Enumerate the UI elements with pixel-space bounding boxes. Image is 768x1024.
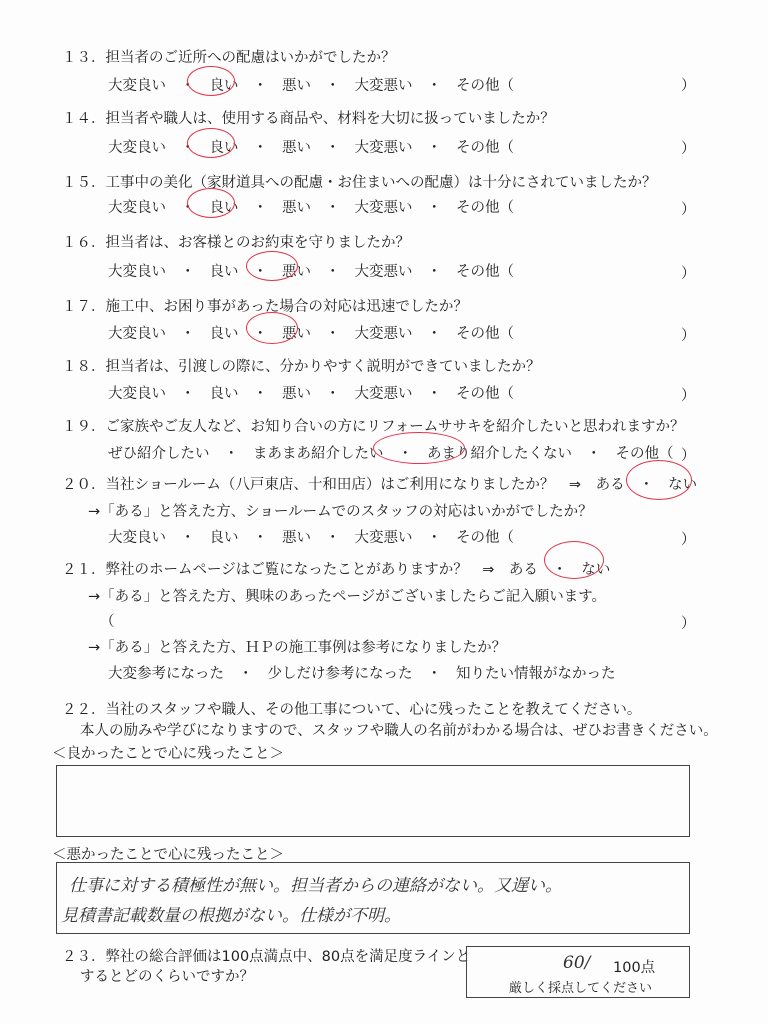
q19-close-paren: ） bbox=[681, 448, 696, 464]
q18-options[interactable]: 大変良い ・ 良い ・ 悪い ・ 大変悪い ・ その他（ bbox=[108, 386, 514, 402]
q17-selection-mark bbox=[246, 312, 298, 344]
q21-subquestion-1: →「ある」と答えた方、興味のあったページがございましたらご記入願います。 bbox=[88, 589, 607, 605]
q13-options[interactable]: 大変良い ・ 良い ・ 悪い ・ 大変悪い ・ その他（ bbox=[108, 78, 514, 94]
q15-text: １５．工事中の美化（家財道具への配慮・お住まいへの配慮）は十分にされていましたか？ bbox=[62, 175, 657, 191]
q16-close-paren: ） bbox=[681, 266, 696, 282]
q22-text-2: 本人の励みや学びになりますので、スタッフや職人の名前がわかる場合は、ぜひお書きください。 bbox=[80, 723, 718, 739]
score-total: 100点 bbox=[613, 960, 656, 976]
q23-text-1: ２３．弊社の総合評価は100点満点中、80点を満足度ラインと bbox=[62, 949, 471, 965]
q21-open-paren: （ bbox=[100, 614, 115, 630]
q21-subquestion-2: →「ある」と答えた方、ＨＰの施工事例は参考になりましたか？ bbox=[88, 640, 507, 656]
bad-comment-handwriting-1: 仕事に対する積極性が無い。担当者からの連絡がない。又遅い。 bbox=[69, 876, 562, 896]
q18-text: １８．担当者は、引渡しの際に、分かりやすく説明ができていましたか？ bbox=[62, 359, 541, 375]
q14-text: １４．担当者や職人は、使用する商品や、材料を大切に扱っていましたか？ bbox=[62, 111, 555, 127]
q15-options[interactable]: 大変良い ・ 良い ・ 悪い ・ 大変悪い ・ その他（ bbox=[108, 200, 514, 216]
q15-close-paren: ） bbox=[681, 202, 696, 218]
q14-close-paren: ） bbox=[681, 141, 696, 157]
score-note: 厳しく採点してください bbox=[509, 981, 653, 996]
q13-text: １３．担当者のご近所への配慮はいかがでしたか？ bbox=[62, 50, 396, 66]
q20-close-paren: ） bbox=[681, 532, 696, 548]
q13-selection-mark bbox=[187, 66, 235, 96]
q18-close-paren: ） bbox=[681, 388, 696, 404]
score-handwriting: 60/ bbox=[563, 953, 591, 973]
bad-comment-handwriting-2: 見積書記載数量の根拠がない。仕様が不明。 bbox=[61, 906, 401, 926]
q14-options[interactable]: 大変良い ・ 良い ・ 悪い ・ 大変悪い ・ その他（ bbox=[108, 140, 514, 156]
q21-selection-mark bbox=[544, 541, 604, 579]
score-box[interactable] bbox=[466, 946, 690, 998]
q17-options[interactable]: 大変良い ・ 良い ・ 悪い ・ 大変悪い ・ その他（ bbox=[108, 326, 514, 342]
q16-selection-mark bbox=[246, 251, 298, 281]
q20-text: ２０．当社ショールーム（八戸東店、十和田店）はご利用になりましたか？ ⇒ ある ・ ない bbox=[62, 477, 698, 493]
q19-text: １９．ご家族やご友人など、お知り合いの方にリフォームササキを紹介したいと思われますか？ bbox=[62, 419, 685, 435]
q20-selection-mark bbox=[626, 460, 692, 500]
bad-comment-label: ＜悪かったことで心に残ったこと＞ bbox=[52, 847, 284, 863]
good-comment-box[interactable] bbox=[56, 765, 690, 837]
q19-selection-mark bbox=[373, 432, 465, 464]
good-comment-label: ＜良かったことで心に残ったこと＞ bbox=[52, 746, 284, 762]
q14-selection-mark bbox=[187, 128, 235, 158]
q15-selection-mark bbox=[187, 188, 235, 218]
q19-options[interactable]: ぜひ紹介したい ・ まあまあ紹介したい ・ あまり紹介したくない ・ その他（ bbox=[108, 446, 674, 462]
q22-text-1: ２２．当社のスタッフや職人、その他工事について、心に残ったことを教えてください。 bbox=[62, 702, 642, 718]
q21-options[interactable]: 大変参考になった ・ 少しだけ参考になった ・ 知りたい情報がなかった bbox=[108, 666, 616, 682]
q20-subquestion: →「ある」と答えた方、ショールームでのスタッフの対応はいかがでしたか？ bbox=[88, 504, 593, 520]
q21-close-paren: ） bbox=[681, 616, 696, 632]
q17-text: １７．施工中、お困り事があった場合の対応は迅速でしたか？ bbox=[62, 299, 468, 315]
q13-close-paren: ） bbox=[681, 78, 696, 94]
q16-options[interactable]: 大変良い ・ 良い ・ 悪い ・ 大変悪い ・ その他（ bbox=[108, 264, 514, 280]
bad-comment-box[interactable] bbox=[56, 862, 690, 934]
q21-text: ２１．弊社のホームページはご覧になったことがありますか？ ⇒ ある ・ ない bbox=[62, 562, 611, 578]
q16-text: １６．担当者は、お客様とのお約束を守りましたか？ bbox=[62, 235, 410, 251]
q17-close-paren: ） bbox=[681, 328, 696, 344]
q23-text-2: するとどのくらいですか？ bbox=[80, 969, 254, 985]
q20-options[interactable]: 大変良い ・ 良い ・ 悪い ・ 大変悪い ・ その他（ bbox=[108, 530, 514, 546]
